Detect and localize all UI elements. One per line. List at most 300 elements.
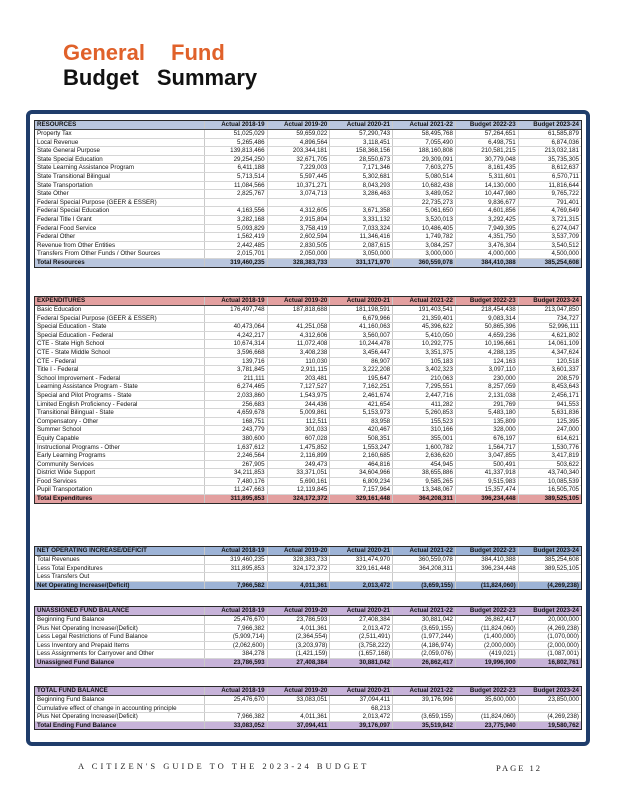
row-value: 4,312,605	[267, 207, 330, 216]
row-label: CTE - State Middle School	[35, 348, 204, 357]
row-value	[518, 704, 581, 713]
row-label: Local Revenue	[35, 138, 204, 147]
table-row	[35, 452, 581, 461]
row-label: Summer School	[35, 426, 204, 435]
table-row	[35, 374, 581, 383]
row-value: 3,540,512	[518, 241, 581, 250]
row-value: 155,523	[393, 417, 456, 426]
column-header: Budget 2022-23	[455, 607, 518, 616]
total-value: 329,161,448	[330, 495, 393, 503]
row-label: Cumulative effect of change in accounting principle	[35, 704, 204, 713]
row-value: 5,061,650	[393, 207, 456, 216]
row-value: (3,758,222)	[330, 641, 393, 650]
total-value: 39,176,097	[330, 721, 393, 729]
row-value: 3,084,257	[393, 241, 456, 250]
row-value: 11,346,416	[330, 233, 393, 242]
row-value: 9,765,722	[518, 190, 581, 199]
row-value: 503,622	[518, 460, 581, 469]
row-value: 244,436	[267, 400, 330, 409]
row-value: 9,515,983	[455, 477, 518, 486]
table-row	[35, 624, 581, 633]
total-label: Unassigned Fund Balance	[35, 658, 204, 666]
section-header-label: TOTAL FUND BALANCE	[35, 687, 204, 696]
row-value: 51,025,029	[204, 130, 267, 139]
row-value: (4,269,238)	[518, 624, 581, 633]
row-label: Less Transfers Out	[35, 573, 204, 582]
row-value: 32,671,705	[267, 155, 330, 164]
row-value: 1,749,782	[393, 233, 456, 242]
row-value: 3,282,168	[204, 215, 267, 224]
total-value: 364,208,311	[393, 495, 456, 503]
row-value: 6,498,751	[455, 138, 518, 147]
row-value	[267, 704, 330, 713]
row-value: 421,654	[330, 400, 393, 409]
row-value: 112,511	[267, 417, 330, 426]
table-row	[35, 383, 581, 392]
row-value: 249,473	[267, 460, 330, 469]
row-value: 301,033	[267, 426, 330, 435]
row-value: 311,895,853	[204, 564, 267, 573]
table-row	[35, 650, 581, 659]
row-value: 86,907	[330, 357, 393, 366]
row-value: 411,282	[393, 400, 456, 409]
fund-balance-table	[35, 607, 581, 667]
row-value: 218,454,438	[455, 306, 518, 315]
column-header: Budget 2022-23	[455, 687, 518, 696]
column-header: Budget 2022-23	[455, 547, 518, 556]
table-row	[35, 147, 581, 156]
row-value: 10,486,405	[393, 224, 456, 233]
table-row	[35, 616, 581, 625]
row-value: (3,659,155)	[393, 624, 456, 633]
row-value: 7,480,176	[204, 477, 267, 486]
row-label: State Special Education	[35, 155, 204, 164]
row-value: 210,063	[393, 374, 456, 383]
row-value: 389,525,105	[518, 564, 581, 573]
table-row	[35, 190, 581, 199]
row-value: 10,371,271	[267, 181, 330, 190]
table-row	[35, 155, 581, 164]
table-row	[35, 233, 581, 242]
column-header: Budget 2023-24	[518, 607, 581, 616]
row-value: 139,813,466	[204, 147, 267, 156]
row-value: 29,309,091	[393, 155, 456, 164]
fund-balance-section	[34, 606, 582, 668]
row-value: 2,442,485	[204, 241, 267, 250]
total-value: (11,824,060)	[455, 581, 518, 589]
total-value: 19,996,900	[455, 658, 518, 666]
row-value: 1,530,776	[518, 443, 581, 452]
row-label: School Improvement - Federal	[35, 374, 204, 383]
row-value: 6,809,234	[330, 477, 393, 486]
row-value: 1,475,852	[267, 443, 330, 452]
row-label: Total Revenues	[35, 556, 204, 565]
total-value: 324,172,372	[267, 495, 330, 503]
section-header-label: RESOURCES	[35, 121, 204, 130]
column-header: Actual 2020-21	[330, 547, 393, 556]
row-value: 256,683	[204, 400, 267, 409]
total-value: 27,408,384	[267, 658, 330, 666]
column-header: Actual 2020-21	[330, 687, 393, 696]
total-value: 384,410,388	[455, 258, 518, 266]
row-value: 7,157,964	[330, 486, 393, 495]
row-value: 7,966,382	[204, 624, 267, 633]
total-value: 360,559,078	[393, 258, 456, 266]
row-value: 5,713,514	[204, 172, 267, 181]
row-value: 3,097,110	[455, 366, 518, 375]
total-value: 7,966,582	[204, 581, 267, 589]
row-value: 10,085,539	[518, 477, 581, 486]
row-value: 324,172,372	[267, 564, 330, 573]
row-value: 1,600,782	[393, 443, 456, 452]
row-value: 26,862,417	[455, 616, 518, 625]
section-header-row	[35, 121, 581, 130]
table-row	[35, 306, 581, 315]
table-row	[35, 400, 581, 409]
row-value: 210,581,215	[455, 147, 518, 156]
total-value: 23,786,593	[204, 658, 267, 666]
table-row	[35, 409, 581, 418]
row-value: 57,290,743	[330, 130, 393, 139]
row-value: 25,476,670	[204, 616, 267, 625]
row-value: (3,203,978)	[267, 641, 330, 650]
row-value: 2,033,860	[204, 391, 267, 400]
row-value: 7,295,551	[393, 383, 456, 392]
row-value: 10,196,661	[455, 340, 518, 349]
row-value: 3,118,451	[330, 138, 393, 147]
row-label: Less Inventory and Prepaid Items	[35, 641, 204, 650]
footer-guide-title: A CITIZEN'S GUIDE TO THE 2023-24 BUDGET	[78, 761, 370, 771]
row-value: 203,344,181	[267, 147, 330, 156]
row-value: 68,213	[330, 704, 393, 713]
row-value: 3,671,358	[330, 207, 393, 216]
total-value: 30,881,042	[330, 658, 393, 666]
column-header: Actual 2020-21	[330, 607, 393, 616]
row-value: 23,786,593	[267, 616, 330, 625]
total-row	[35, 495, 581, 503]
table-row	[35, 207, 581, 216]
table-row	[35, 443, 581, 452]
row-value: 3,408,238	[267, 348, 330, 357]
row-value: 3,331,132	[330, 215, 393, 224]
row-value: 7,171,346	[330, 164, 393, 173]
row-value: 319,460,235	[204, 556, 267, 565]
row-value: 2,602,594	[267, 233, 330, 242]
section-header-row	[35, 607, 581, 616]
table-row	[35, 556, 581, 565]
row-value: 139,716	[204, 357, 267, 366]
row-value: 23,850,000	[518, 696, 581, 705]
column-header: Budget 2023-24	[518, 547, 581, 556]
row-value: 13,348,067	[393, 486, 456, 495]
row-value: 791,401	[518, 198, 581, 207]
row-value: 2,116,899	[267, 452, 330, 461]
column-header: Actual 2020-21	[330, 297, 393, 306]
row-value: 8,612,637	[518, 164, 581, 173]
row-value: 2,456,171	[518, 391, 581, 400]
row-value: (2,000,000)	[455, 641, 518, 650]
row-value: 3,721,315	[518, 215, 581, 224]
row-value: 181,198,591	[330, 306, 393, 315]
table-row	[35, 366, 581, 375]
row-value: 6,274,465	[204, 383, 267, 392]
column-header: Budget 2022-23	[455, 121, 518, 130]
row-value: 3,402,323	[393, 366, 456, 375]
row-value: 21,359,401	[393, 314, 456, 323]
row-value: 3,286,463	[330, 190, 393, 199]
table-row	[35, 696, 581, 705]
row-value: 8,257,059	[455, 383, 518, 392]
row-value: 6,874,036	[518, 138, 581, 147]
row-value: 7,229,003	[267, 164, 330, 173]
row-value: 5,009,861	[267, 409, 330, 418]
section-header-row	[35, 687, 581, 696]
row-label: Special and Pilot Programs - State	[35, 391, 204, 400]
row-value: 211,111	[204, 374, 267, 383]
row-value: 331,474,970	[330, 556, 393, 565]
expenditures-section	[34, 296, 582, 504]
column-header: Actual 2021-22	[393, 547, 456, 556]
row-value: 4,312,606	[267, 331, 330, 340]
row-label: Special Education - Federal	[35, 331, 204, 340]
row-value: 41,251,058	[267, 323, 330, 332]
row-value	[518, 573, 581, 582]
row-value: 35,600,000	[455, 696, 518, 705]
row-value: 125,395	[518, 417, 581, 426]
row-value: 3,292,425	[455, 215, 518, 224]
column-header: Actual 2019-20	[267, 607, 330, 616]
table-row	[35, 641, 581, 650]
row-value: 16,505,705	[518, 486, 581, 495]
row-value: 34,604,966	[330, 469, 393, 478]
row-value: 105,183	[393, 357, 456, 366]
row-value: 230,000	[455, 374, 518, 383]
table-row	[35, 633, 581, 642]
row-value: 9,083,314	[455, 314, 518, 323]
row-value: 5,080,514	[393, 172, 456, 181]
row-value: 2,447,716	[393, 391, 456, 400]
total-value: 37,094,411	[267, 721, 330, 729]
table-row	[35, 340, 581, 349]
row-value: (11,824,060)	[455, 624, 518, 633]
row-value: 10,447,980	[455, 190, 518, 199]
row-value: 8,453,643	[518, 383, 581, 392]
row-value: 4,011,361	[267, 713, 330, 722]
row-value: (2,059,076)	[393, 650, 456, 659]
row-value: 35,735,305	[518, 155, 581, 164]
row-value: 2,825,767	[204, 190, 267, 199]
row-value: 213,047,850	[518, 306, 581, 315]
row-value: 734,727	[518, 314, 581, 323]
total-value: 33,083,052	[204, 721, 267, 729]
row-value: 3,601,337	[518, 366, 581, 375]
row-value: 59,659,022	[267, 130, 330, 139]
row-value: 614,621	[518, 434, 581, 443]
row-value: 6,570,711	[518, 172, 581, 181]
row-value: 41,337,918	[455, 469, 518, 478]
column-header: Budget 2023-24	[518, 297, 581, 306]
total-value: 4,011,361	[267, 581, 330, 589]
row-value: 43,740,340	[518, 469, 581, 478]
row-value: 4,769,649	[518, 207, 581, 216]
row-value: 2,087,615	[330, 241, 393, 250]
row-value: 37,094,411	[330, 696, 393, 705]
row-value: (4,186,974)	[393, 641, 456, 650]
row-value: 3,047,855	[455, 452, 518, 461]
title-line-1: General Fund	[63, 40, 225, 65]
table-row	[35, 469, 581, 478]
row-value: 28,550,673	[330, 155, 393, 164]
row-label: Compensatory - Other	[35, 417, 204, 426]
row-label: Beginning Fund Balance	[35, 696, 204, 705]
row-label: Federal Food Service	[35, 224, 204, 233]
row-value: 328,000	[455, 426, 518, 435]
total-value: 319,460,235	[204, 258, 267, 266]
row-value: 2,915,894	[267, 215, 330, 224]
row-value: 2,160,685	[330, 452, 393, 461]
row-value: (419,021)	[455, 650, 518, 659]
row-value: 6,411,188	[204, 164, 267, 173]
total-value: 328,383,733	[267, 258, 330, 266]
total-value: 396,234,448	[455, 495, 518, 503]
row-value: 11,084,566	[204, 181, 267, 190]
row-label: Food Services	[35, 477, 204, 486]
row-value: 50,865,396	[455, 323, 518, 332]
row-value: 124,163	[455, 357, 518, 366]
row-value: 4,500,000	[518, 250, 581, 259]
row-value: 14,130,000	[455, 181, 518, 190]
row-value: 4,242,217	[204, 331, 267, 340]
row-value: 30,881,042	[393, 616, 456, 625]
row-value: 7,966,382	[204, 713, 267, 722]
column-header: Actual 2021-22	[393, 607, 456, 616]
row-value: 191,403,541	[393, 306, 456, 315]
table-row	[35, 434, 581, 443]
row-value: 10,244,478	[330, 340, 393, 349]
row-value: 941,553	[518, 400, 581, 409]
row-value: 135,809	[455, 417, 518, 426]
row-value: 3,489,052	[393, 190, 456, 199]
table-row	[35, 138, 581, 147]
row-value: 3,456,447	[330, 348, 393, 357]
row-value: 41,160,063	[330, 323, 393, 332]
row-value	[393, 704, 456, 713]
row-value: 247,000	[518, 426, 581, 435]
row-value	[267, 314, 330, 323]
row-value: 61,585,879	[518, 130, 581, 139]
total-fund-balance-section	[34, 686, 582, 730]
row-value	[393, 573, 456, 582]
column-header: Actual 2021-22	[393, 297, 456, 306]
row-label: CTE - State High School	[35, 340, 204, 349]
column-header: Budget 2023-24	[518, 687, 581, 696]
net-operating-section	[34, 546, 582, 590]
budget-summary-frame	[26, 110, 590, 746]
row-value: 5,093,829	[204, 224, 267, 233]
total-row	[35, 581, 581, 589]
row-value: 360,559,078	[393, 556, 456, 565]
row-value: 6,679,966	[330, 314, 393, 323]
row-label: Limited English Proficiency - Federal	[35, 400, 204, 409]
page-title	[63, 40, 257, 90]
row-value: 7,603,275	[393, 164, 456, 173]
row-value: 7,033,324	[330, 224, 393, 233]
row-value: 7,949,395	[455, 224, 518, 233]
row-label: Instructional Programs - Other	[35, 443, 204, 452]
row-value: 4,011,361	[267, 624, 330, 633]
row-value: 364,208,311	[393, 564, 456, 573]
row-value: 57,264,651	[455, 130, 518, 139]
row-value	[455, 573, 518, 582]
row-label: Property Tax	[35, 130, 204, 139]
total-value: (4,269,238)	[518, 581, 581, 589]
row-value: 188,160,808	[393, 147, 456, 156]
row-value: 291,769	[455, 400, 518, 409]
row-value: (11,824,060)	[455, 713, 518, 722]
row-label: State Transportation	[35, 181, 204, 190]
row-value	[204, 314, 267, 323]
row-value: (3,659,155)	[393, 713, 456, 722]
row-value: 1,562,419	[204, 233, 267, 242]
row-value: 4,601,856	[455, 207, 518, 216]
row-value: 110,030	[267, 357, 330, 366]
column-header: Budget 2022-23	[455, 297, 518, 306]
table-row	[35, 713, 581, 722]
row-value: 676,197	[455, 434, 518, 443]
row-value: 9,585,265	[393, 477, 456, 486]
row-value: 12,119,845	[267, 486, 330, 495]
row-value: 3,074,713	[267, 190, 330, 199]
table-row	[35, 417, 581, 426]
row-value: 120,518	[518, 357, 581, 366]
column-header: Budget 2023-24	[518, 121, 581, 130]
row-value: 40,473,064	[204, 323, 267, 332]
total-value: 385,254,608	[518, 258, 581, 266]
row-value: 158,368,156	[330, 147, 393, 156]
row-label: State General Purpose	[35, 147, 204, 156]
column-header: Actual 2019-20	[267, 547, 330, 556]
row-value: 2,246,564	[204, 452, 267, 461]
row-value: 22,735,273	[393, 198, 456, 207]
row-value: 267,905	[204, 460, 267, 469]
total-label: Total Expenditures	[35, 495, 204, 503]
row-value: 187,818,688	[267, 306, 330, 315]
row-label: Pupil Transportation	[35, 486, 204, 495]
section-header-row	[35, 547, 581, 556]
row-label: Federal Special Purpose (GEER & ESSER)	[35, 314, 204, 323]
row-value: (1,977,244)	[393, 633, 456, 642]
row-value: 5,153,973	[330, 409, 393, 418]
table-row	[35, 564, 581, 573]
row-label: State Transitional Bilingual	[35, 172, 204, 181]
row-value: 11,072,408	[267, 340, 330, 349]
row-value: 10,292,775	[393, 340, 456, 349]
row-value	[330, 573, 393, 582]
row-value	[267, 573, 330, 582]
total-value: (3,659,155)	[393, 581, 456, 589]
row-label: State Learning Assistance Program	[35, 164, 204, 173]
row-value: 30,779,048	[455, 155, 518, 164]
section-header-label: UNASSIGNED FUND BALANCE	[35, 607, 204, 616]
title-line-2: Budget Summary	[63, 65, 258, 90]
row-value: 3,000,000	[393, 250, 456, 259]
row-value: (2,000,000)	[518, 641, 581, 650]
row-value	[267, 198, 330, 207]
row-value	[204, 573, 267, 582]
row-value	[330, 198, 393, 207]
resources-section	[34, 120, 582, 268]
row-value: (2,364,554)	[267, 633, 330, 642]
